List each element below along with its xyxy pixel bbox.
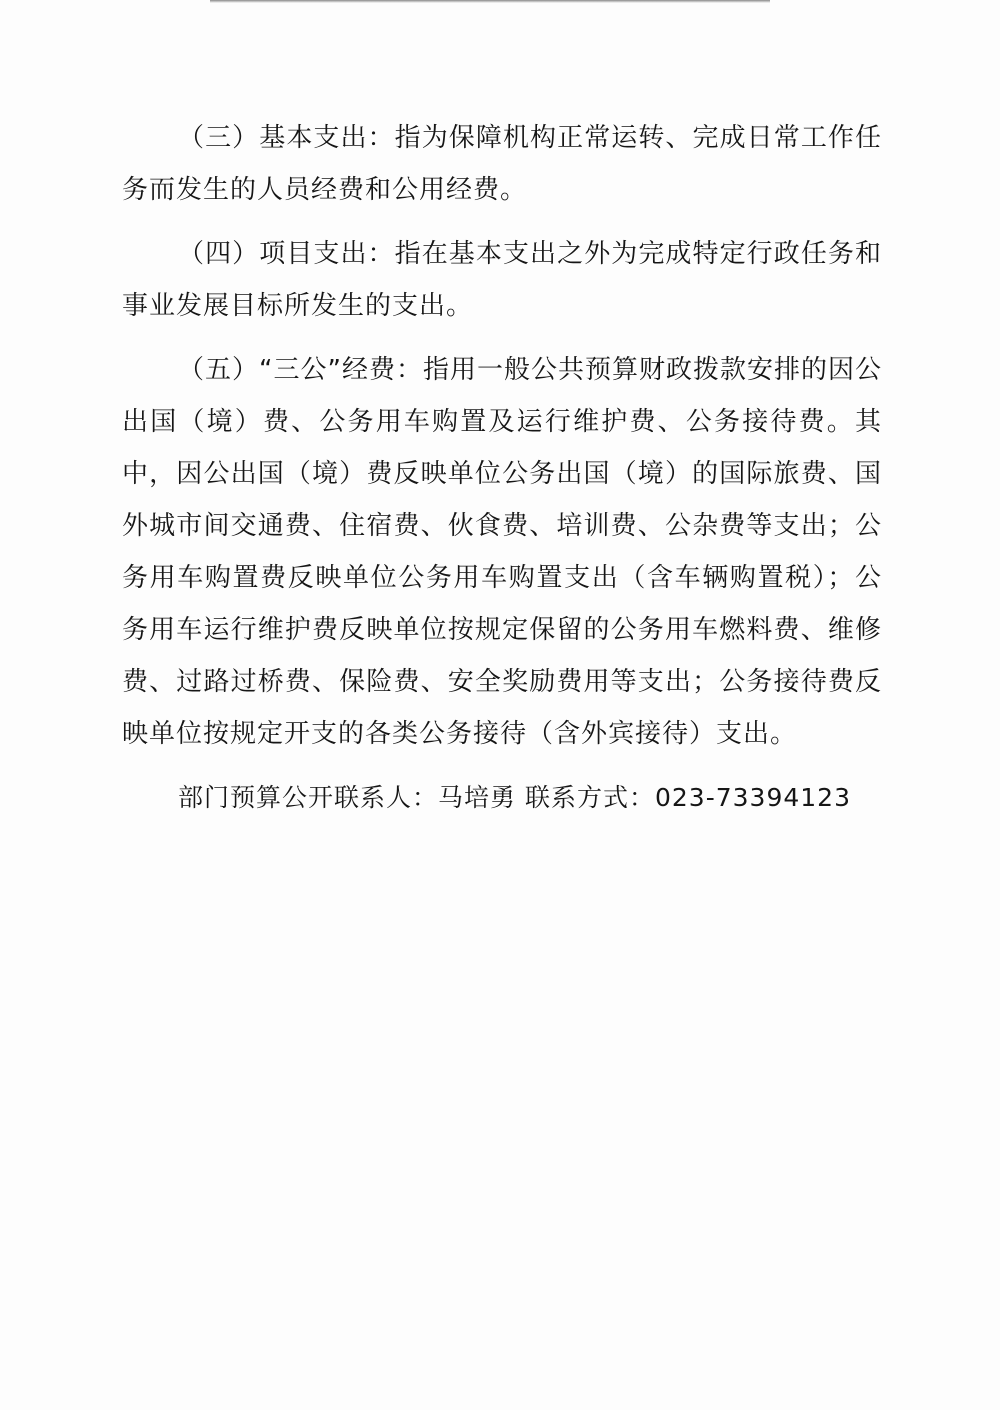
paragraph-project-expenditure: （四）项目支出：指在基本支出之外为完成特定行政任务和事业发展目标所发生的支出。 (122, 239, 882, 321)
paragraph-three-public-expenses: （五）“三公”经费：指用一般公共预算财政拨款安排的因公出国（境）费、公务用车购置及运行维护费、公务接待费。其中，因公出国（境）费反映单位公务出国（境）的国际旅费、国外城市间交通费、住宿费、伙食费、培训费、公杂费等支出；公务用车购置费反映单位公务用车购置支出（含车辆购置税）；公务用车运行维护费反映单位按规定保留的公务用车燃料费、维修费、过路过桥费、保险费、安全奖励费用等支出；公务接待费反映单位按规定开支的各类公务接待（含外宾接待）支出。 (122, 355, 882, 749)
contact-spacer (516, 783, 525, 812)
document-body (122, 112, 882, 824)
paragraph-basic-expenditure: （三）基本支出：指为保障机构正常运转、完成日常工作任务而发生的人员经费和公用经费。 (122, 123, 882, 205)
contact-person-label: 部门预算公开联系人： (178, 783, 439, 812)
contact-method-label: 联系方式： (524, 783, 655, 812)
contact-line (122, 772, 882, 824)
contact-phone: 023-73394123 (655, 783, 851, 812)
contact-person-name: 马培勇 (438, 783, 517, 812)
page-top-edge (210, 0, 770, 3)
